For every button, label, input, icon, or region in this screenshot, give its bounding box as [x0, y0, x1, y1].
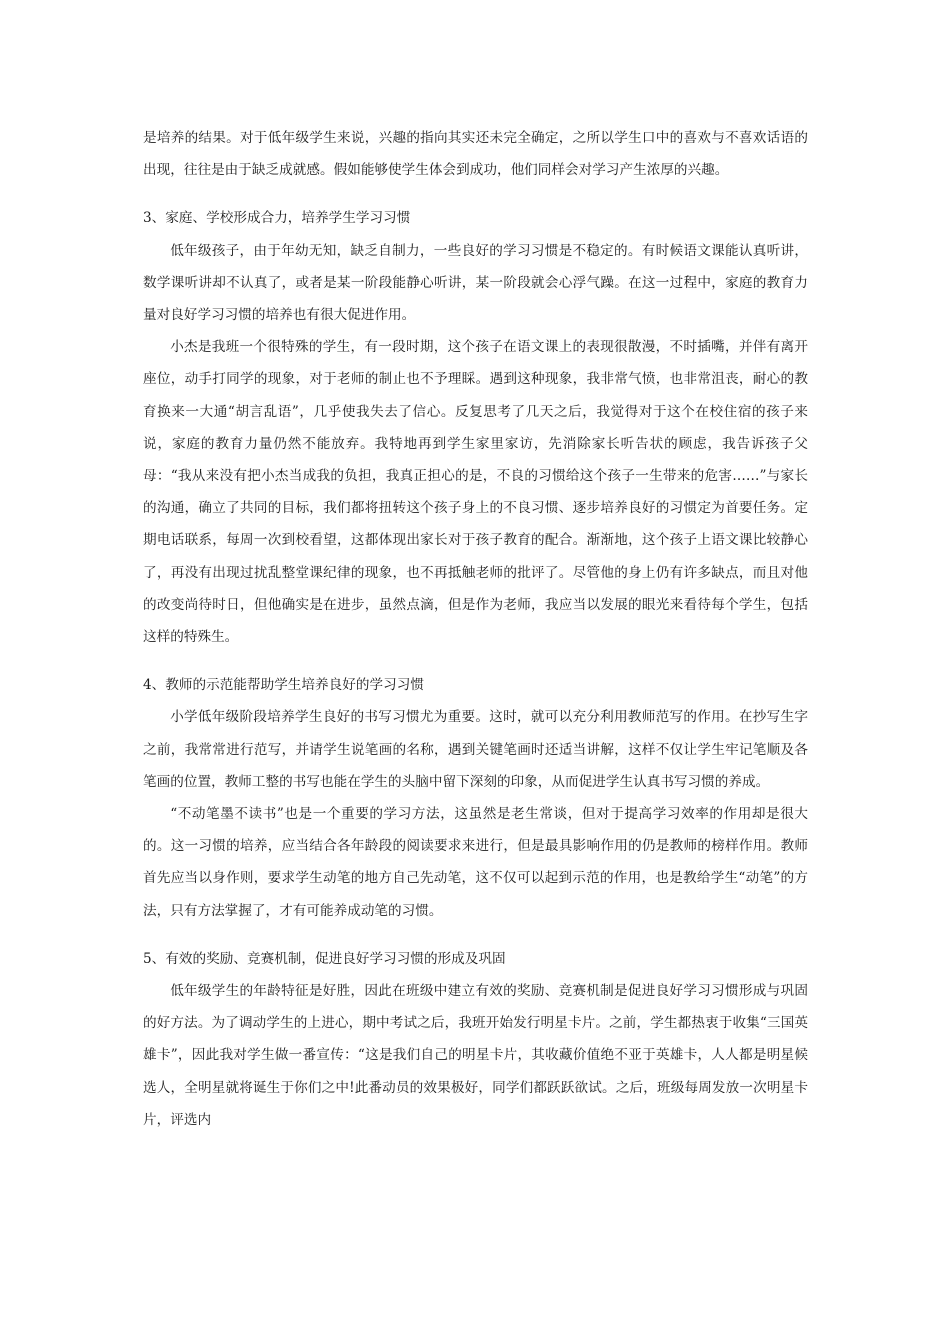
section-heading-3: 3、家庭、学校形成合力，培养学生学习习惯 [143, 210, 411, 227]
paragraph-3-2: 小杰是我班一个很特殊的学生，有一段时期，这个孩子在语文课上的表现很散漫，不时插嘴，并伴有离开座位，动手打同学的现象，对于老师的制止也不予理睬。遇到这种现象，我非常气愤，也非常沮丧，耐心的教育换来一大通“胡言乱语”，几乎使我失去了信心。反复思考了几天之后，我觉得对于这个在校住宿的孩子来说，家庭的教育力量仍然不能放弃。我特地再到学生家里家访，先消除家长听告状的顾虑，我告诉孩子父母：“我从来没有把小杰当成我的负担，我真正担心的是，不良的习惯给这个孩子一生带来的危害……”与家长的沟通，确立了共同的目标，我们都将扭转这个孩子身上的不良习惯、逐步培养良好的习惯定为首要任务。定期电话联系，每周一次到校看望，这都体现出家长对于孩子教育的配合。渐渐地，这个孩子上语文课比较静心了，再没有出现过扰乱整堂课纪律的现象，也不再抵触老师的批评了。尽管他的身上仍有许多缺点，而且对他的改变尚待时日，但他确实是在进步，虽然点滴，但是作为老师，我应当以发展的眼光来看待每个学生，包括这样的特殊生。 [143, 339, 808, 646]
paragraph-4-1: 小学低年级阶段培养学生良好的书写习惯尤为重要。这时，就可以充分利用教师范写的作用。在抄写生字之前，我常常进行范写，并请学生说笔画的名称，遇到关键笔画时还适当讲解，这样不仅让学生牢记笔顺及各笔画的位置，教师工整的书写也能在学生的头脑中留下深刻的印象，从而促进学生认真书写习惯的养成。 [143, 709, 808, 790]
section-heading-5: 5、有效的奖励、竞赛机制，促进良好学习习惯的形成及巩固 [143, 950, 506, 967]
paragraph-4-2: “不动笔墨不读书”也是一个重要的学习方法，这虽然是老生常谈，但对于提高学习效率的作用却是很大的。这一习惯的培养，应当结合各年龄段的阅读要求来进行，但是最具影响作用的仍是教师的榜样作用。教师首先应当以身作则，要求学生动笔的地方自己先动笔，这不仅可以起到示范的作用，也是教给学生“动笔”的方法，只有方法掌握了，才有可能养成动笔的习惯。 [143, 806, 808, 919]
document-body [143, 122, 808, 1136]
paragraph-5-1: 低年级学生的年龄特征是好胜，因此在班级中建立有效的奖励、竞赛机制是促进良好学习习惯形成与巩固的好方法。为了调动学生的上进心，期中考试之后，我班开始发行明星卡片。之前，学生都热衷于收集“三国英雄卡”，因此我对学生做一番宣传：“这是我们自己的明星卡片，其收藏价值绝不亚于英雄卡，人人都是明星候选人，全明星就将诞生于你们之中!此番动员的效果极好，同学们都跃跃欲试。之后，班级每周发放一次明星卡片，评选内 [143, 983, 808, 1128]
paragraph-3-1: 低年级孩子，由于年幼无知，缺乏自制力，一些良好的学习习惯是不稳定的。有时候语文课能认真听讲，数学课听讲却不认真了，或者是某一阶段能静心听讲，某一阶段就会心浮气躁。在这一过程中，家庭的教育力量对良好学习习惯的培养也有很大促进作用。 [143, 242, 808, 324]
section-heading-4: 4、教师的示范能帮助学生培养良好的学习习惯 [143, 677, 424, 694]
paragraph-intro: 是培养的结果。对于低年级学生来说，兴趣的指向其实还未完全确定，之所以学生口中的喜欢与不喜欢话语的出现，往往是由于缺乏成就感。假如能够使学生体会到成功，他们同样会对学习产生浓厚的兴趣。 [143, 130, 808, 179]
